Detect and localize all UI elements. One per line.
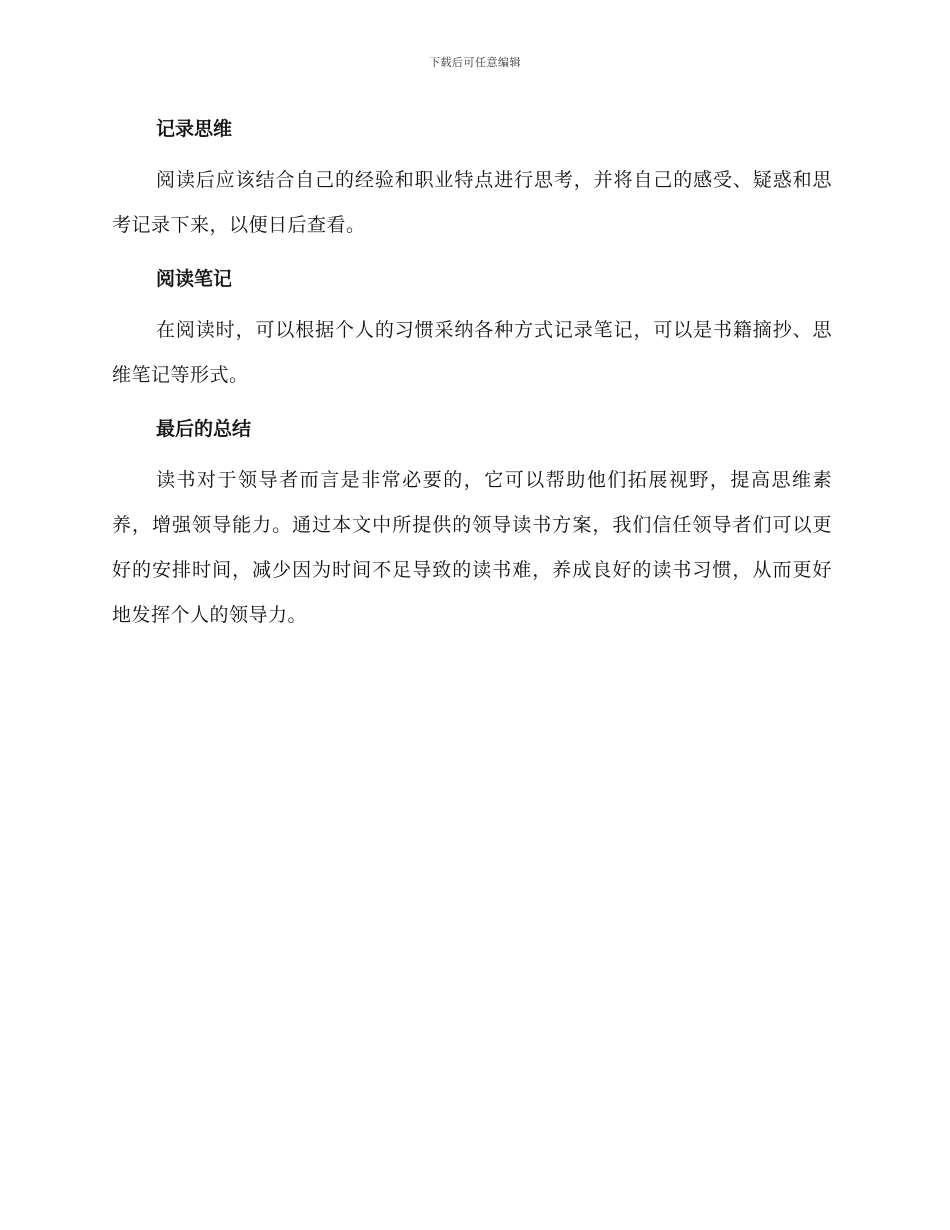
section-paragraph: 读书对于领导者而言是非常必要的，它可以帮助他们拓展视野，提高思维素养，增强领导能力。通过本文中所提供的领导读书方案，我们信任领导者们可以更好的安排时间，减少因为时间不足导致的读书难，养成良好的读书习惯，从而更好地发挥个人的领导力。 — [112, 469, 832, 626]
section-heading: 阅读笔记 — [156, 268, 233, 290]
section-heading: 记录思维 — [156, 118, 233, 140]
section-heading: 最后的总结 — [156, 418, 252, 440]
section-record-thinking — [112, 111, 832, 261]
section-paragraph: 在阅读时，可以根据个人的习惯采纳各种方式记录笔记，可以是书籍摘抄、思维笔记等形式。 — [112, 319, 832, 386]
section-final-summary — [112, 411, 832, 638]
page-header: 下载后可任意编辑 — [429, 56, 521, 69]
document-body — [112, 111, 832, 638]
section-paragraph: 阅读后应该结合自己的经验和职业特点进行思考，并将自己的感受、疑惑和思考记录下来，以便日后查看。 — [112, 169, 832, 236]
section-reading-notes — [112, 261, 832, 411]
